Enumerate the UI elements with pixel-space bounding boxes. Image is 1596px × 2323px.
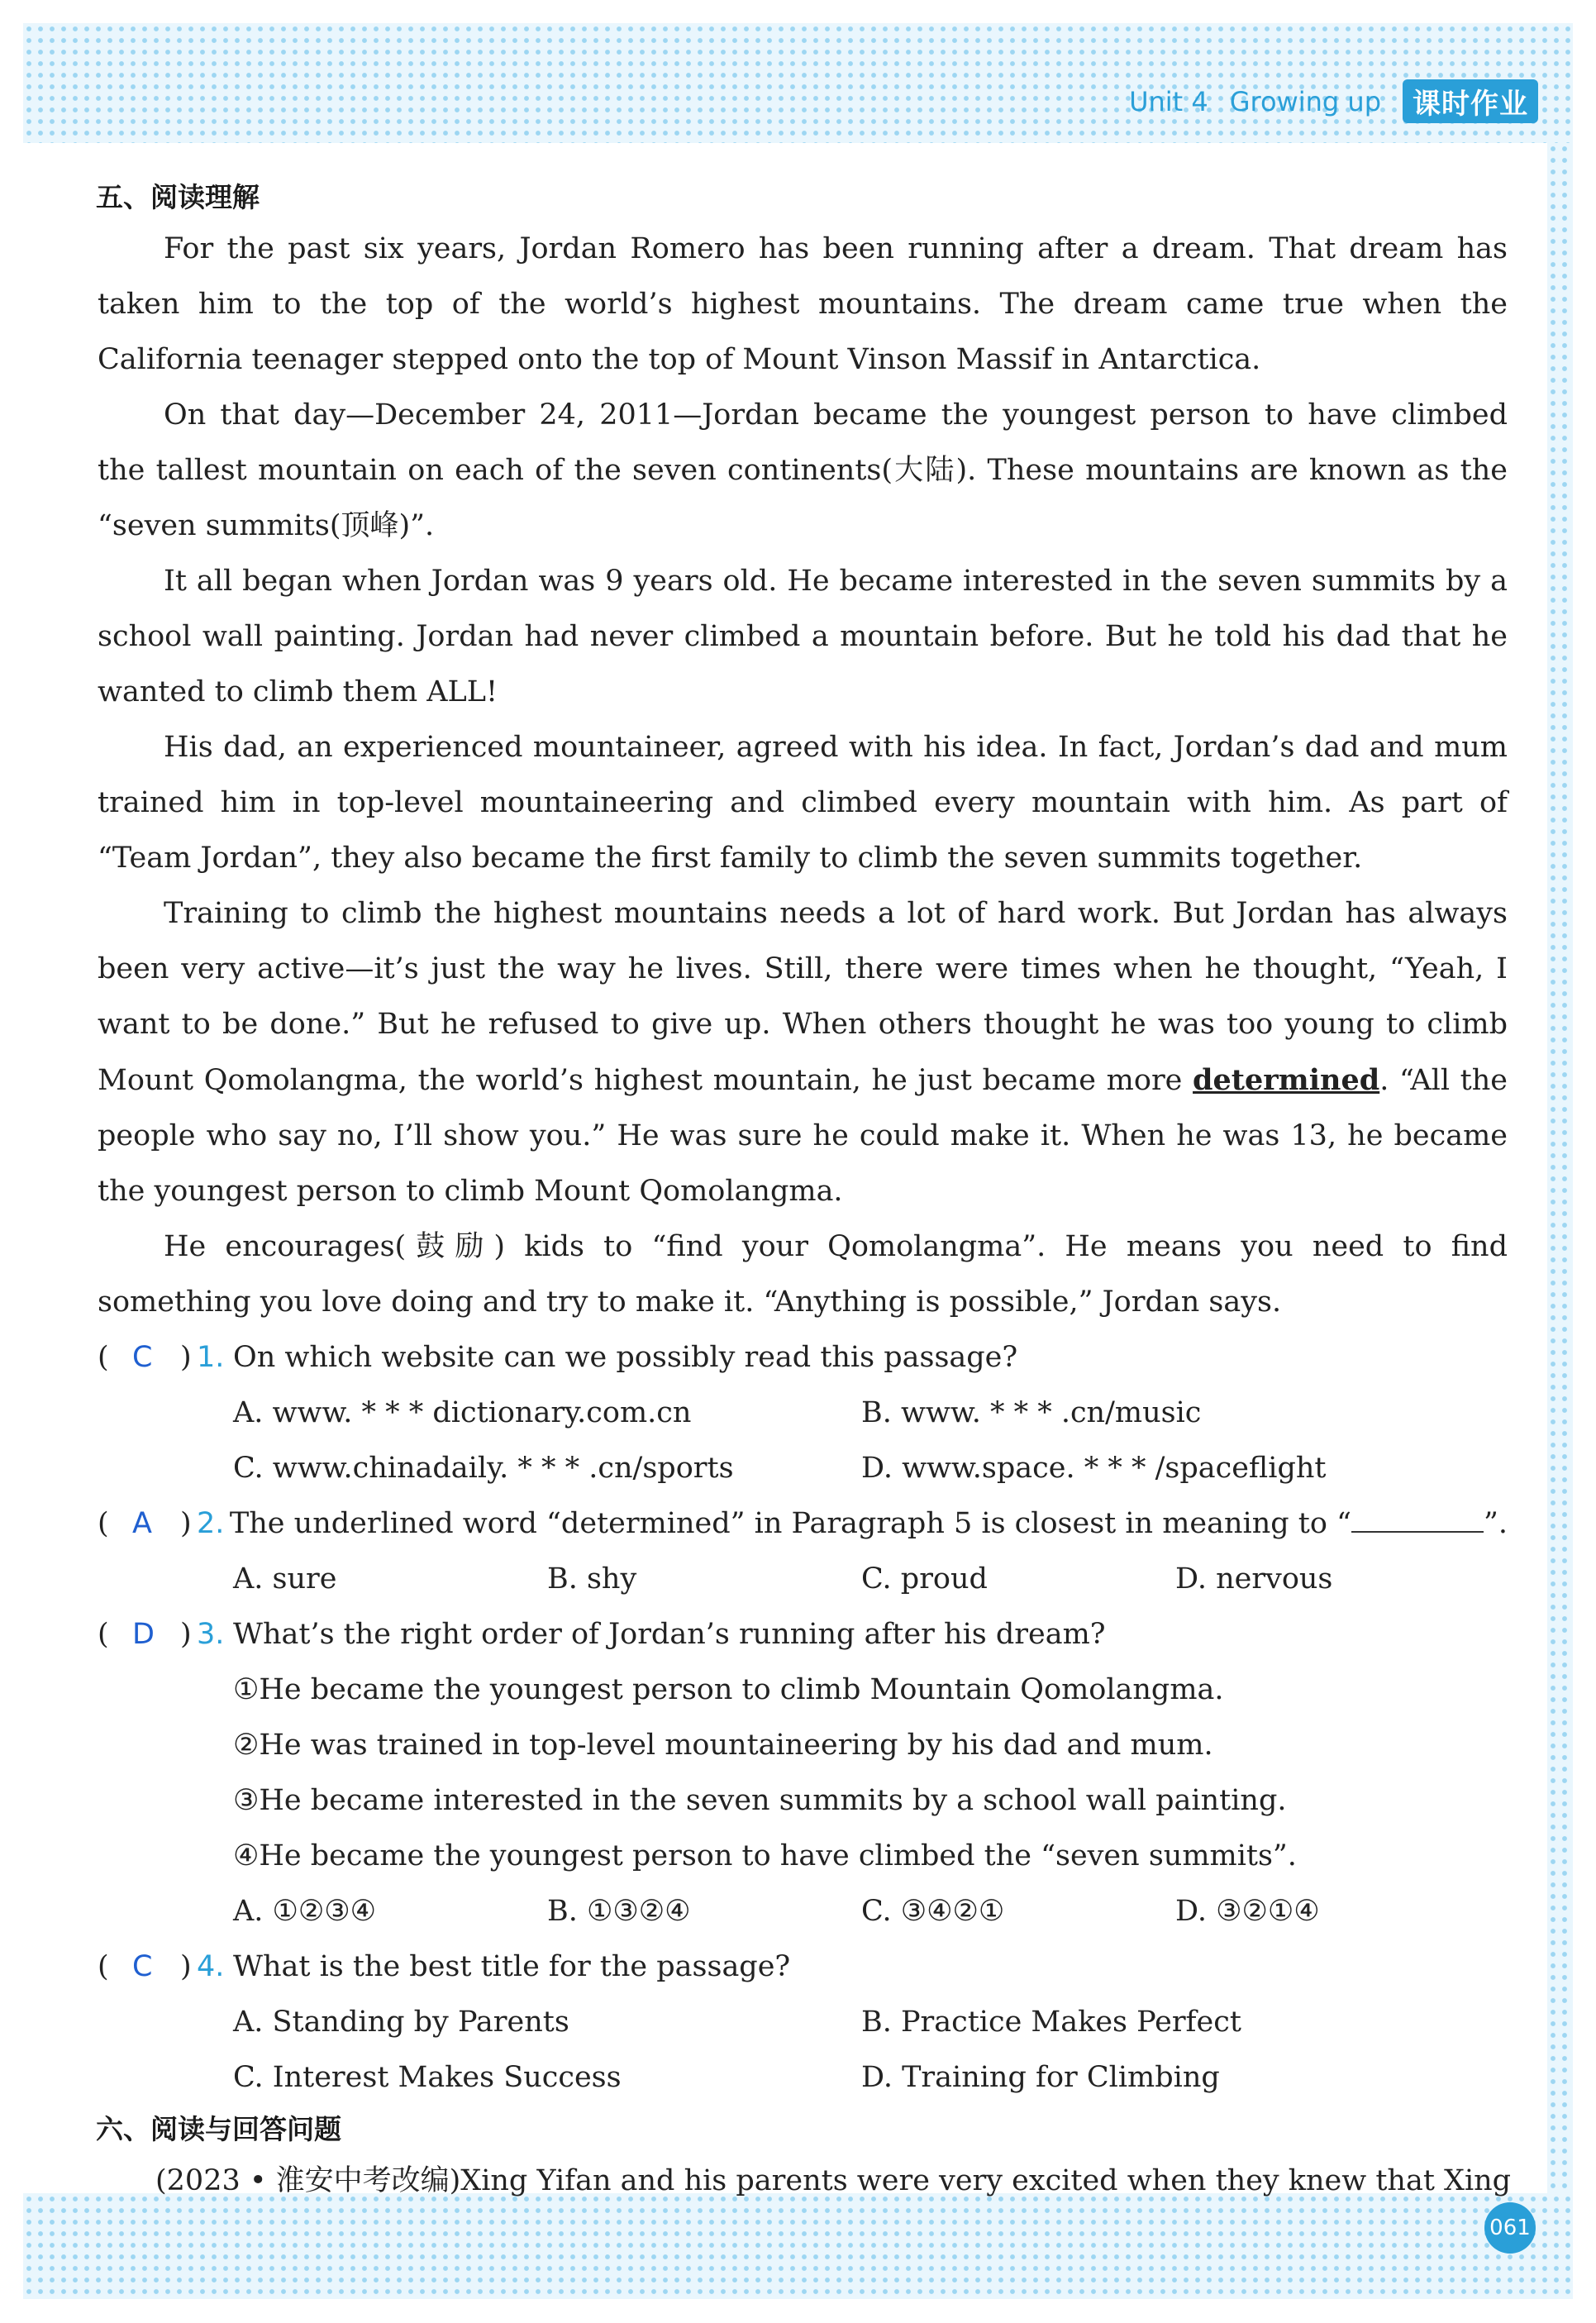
question-4-options-row-2	[98, 2050, 1508, 2106]
section-5-title: 五、阅读理解	[96, 181, 260, 213]
question-2-text-start: The underlined word “determined” in Paragraph 5 is closest in meaning to “	[229, 1507, 1351, 1540]
topic-label: Growing up	[1229, 85, 1381, 117]
statement-2: ②He was trained in top-level mountaineering by his dad and mum.	[233, 1729, 1213, 1762]
option-a: A. sure	[233, 1562, 337, 1596]
page-content	[96, 174, 1512, 2209]
paragraph-1: For the past six years, Jordan Romero has been running after a dream. That dream has taken him to the top of the world’s highest mountains. The dream came true when the California teenager stepped onto the top of Mount Vinson Massif in Antarctica.	[98, 232, 1508, 376]
option-b: B. ①③②④	[547, 1895, 691, 1928]
question-1-options-row-2	[98, 1441, 1508, 1496]
question-1-text: On which website can we possibly read this passage?	[233, 1341, 1018, 1374]
option-a: A. Standing by Parents	[233, 2006, 569, 2039]
answer-bracket: ( C ) 1.	[98, 1330, 233, 1386]
statement-1: ①He became the youngest person to climb Mountain Qomolangma.	[233, 1673, 1224, 1706]
paragraph-5	[98, 886, 1508, 1219]
page-number: 061	[1484, 2202, 1536, 2254]
option-d: D. nervous	[1175, 1562, 1333, 1596]
question-2-options	[98, 1552, 1508, 1607]
question-2-text	[230, 1496, 1508, 1552]
page-header	[1129, 79, 1538, 123]
question-1-options-row-1	[98, 1386, 1508, 1441]
option-c: C. www.chinadaily. * * * .cn/sports	[233, 1452, 734, 1485]
question-4-text: What is the best title for the passage?	[233, 1950, 791, 1983]
option-c: C. Interest Makes Success	[233, 2061, 622, 2094]
option-a: A. ①②③④	[233, 1895, 377, 1928]
question-2	[98, 1496, 1508, 1552]
option-d: D. Training for Climbing	[861, 2061, 1220, 2094]
answer-blank	[1351, 1498, 1484, 1533]
option-d: D. ③②①④	[1175, 1895, 1320, 1928]
paragraph-5-part-1: Training to climb the highest mountains needs a lot of hard work. But Jordan has always been very active—it’s just the way he lives. Still, there were times when he thought, “Yeah, I want to be done.” But he refused to give up. When others thought he was too young to climb Mount Qomolangma, the world’s highest mountain, he just became more	[98, 897, 1508, 1097]
statement-4: ④He became the youngest person to have climbed the “seven summits”.	[233, 1839, 1297, 1872]
question-number: 4.	[197, 1950, 225, 1983]
option-d: D. www.space. * * * /spaceflight	[861, 1452, 1327, 1485]
question-2-text-end: ”.	[1483, 1507, 1508, 1540]
question-3	[98, 1607, 1508, 1662]
question-3-options	[98, 1884, 1508, 1939]
answer-3: D	[132, 1618, 155, 1651]
option-b: B. shy	[547, 1562, 637, 1596]
section-6-title: 六、阅读与回答问题	[96, 2113, 341, 2145]
option-b: B. Practice Makes Perfect	[861, 2006, 1241, 2039]
answer-bracket: ( D ) 3.	[98, 1607, 233, 1662]
answer-4: C	[132, 1950, 153, 1983]
answer-bracket: ( C ) 4.	[98, 1939, 233, 1995]
question-number: 2.	[197, 1507, 225, 1540]
answer-bracket: ( A ) 2.	[98, 1496, 230, 1552]
paragraph-6: He encourages(鼓励) kids to “find your Qomolangma”. He means you need to find something you love doing and try to make it. “Anything is possible,” Jordan says.	[98, 1230, 1508, 1319]
right-dotted-strip	[1547, 143, 1573, 2193]
paragraph-5-part-2: . “All the people who say no, I’ll show you.” He was sure he could make it. When he was 13, he became the youngest person to climb Mount Qomolangma.	[98, 1064, 1508, 1208]
question-number: 3.	[197, 1618, 225, 1651]
unit-label: Unit 4	[1129, 85, 1208, 117]
option-a: A. www. * * * dictionary.com.cn	[233, 1396, 692, 1429]
paragraph-2: On that day—December 24, 2011—Jordan became the youngest person to have climbed the tallest mountain on each of the seven continents(大陆). These mountains are known as the “seven summits(顶峰)”.	[98, 398, 1508, 542]
bottom-dotted-band	[23, 2193, 1573, 2299]
question-4	[98, 1939, 1508, 1995]
brand-logo: 课时作业	[1403, 79, 1538, 123]
option-c: C. proud	[861, 1562, 988, 1596]
section-6-intro: (2023 • 淮安中考改编)Xing Yifan and his parents were very excited when they knew that Xing	[155, 2164, 1512, 2197]
answer-2: A	[132, 1507, 152, 1540]
answer-1: C	[132, 1341, 153, 1374]
option-c: C. ③④②①	[861, 1895, 1005, 1928]
question-3-text: What’s the right order of Jordan’s running after his dream?	[233, 1618, 1106, 1651]
question-1	[98, 1330, 1508, 1386]
paragraph-3: It all began when Jordan was 9 years old. He became interested in the seven summits by a school wall painting. Jordan had never climbed a mountain before. But he told his dad that he wanted to climb them ALL!	[98, 565, 1508, 708]
statement-3: ③He became interested in the seven summits by a school wall painting.	[233, 1784, 1287, 1817]
option-b: B. www. * * * .cn/music	[861, 1396, 1202, 1429]
paragraph-4: His dad, an experienced mountaineer, agreed with his idea. In fact, Jordan’s dad and mum trained him in top-level mountaineering and climbed every mountain with him. As part of “Team Jordan”, they also became the first family to climb the seven summits together.	[98, 731, 1508, 875]
question-4-options-row-1	[98, 1995, 1508, 2050]
underlined-word: determined	[1193, 1063, 1380, 1097]
question-number: 1.	[197, 1341, 225, 1374]
